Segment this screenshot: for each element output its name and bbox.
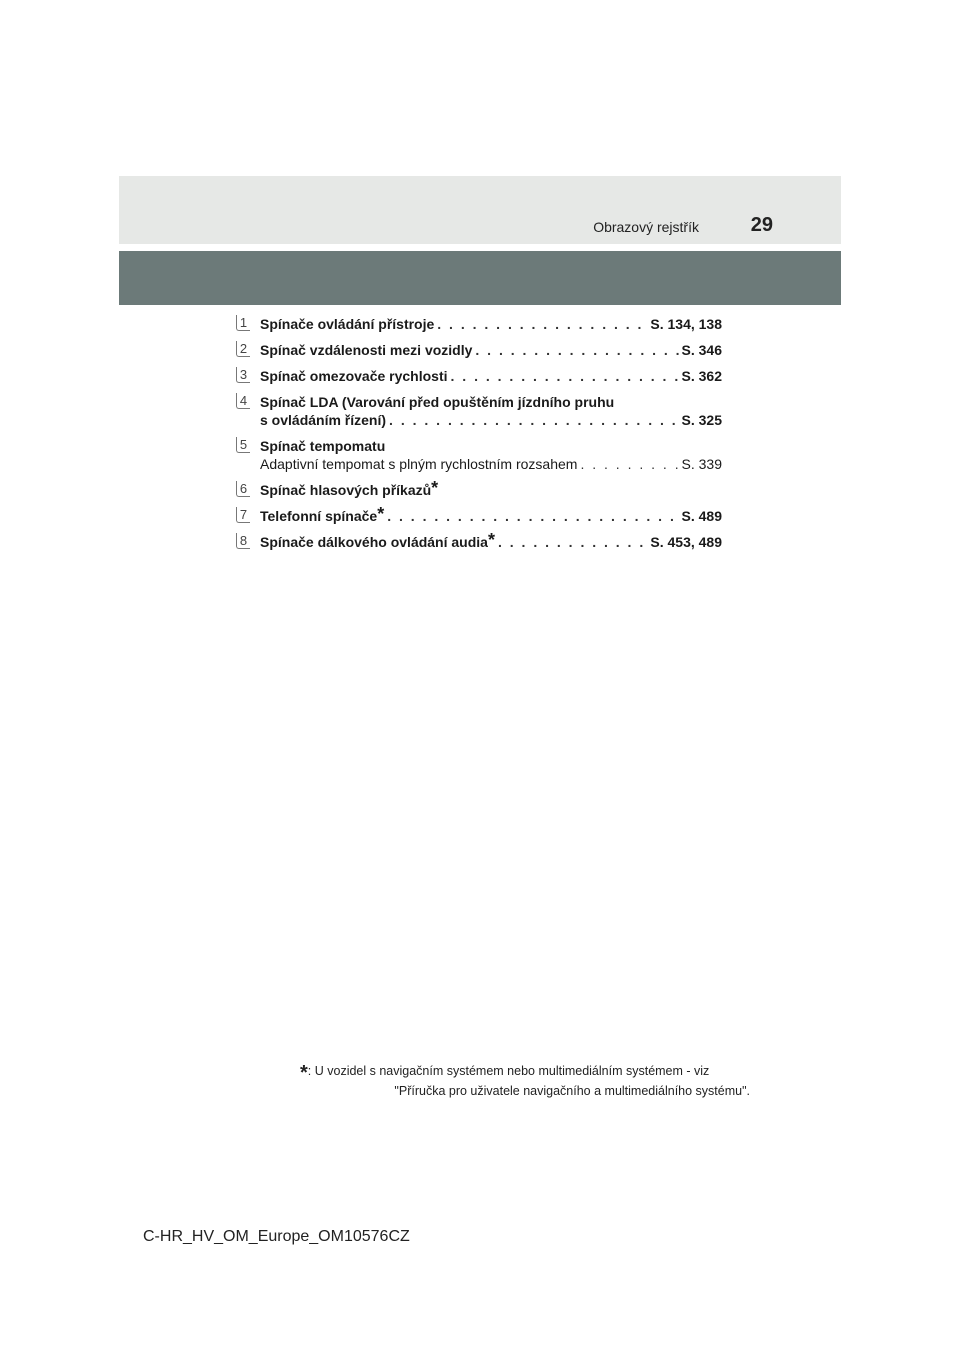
item-number: 6 bbox=[236, 481, 250, 497]
item-label: Spínač vzdálenosti mezi vozidly bbox=[260, 342, 473, 358]
leader-dots bbox=[451, 367, 679, 385]
page-ref: S. 325 bbox=[681, 412, 722, 428]
item-label: Spínač LDA (Varování před opuštěním jízdního pruhu bbox=[260, 394, 615, 410]
image-placeholder-band bbox=[119, 251, 841, 305]
item-number: 2 bbox=[236, 341, 250, 357]
header-band bbox=[119, 176, 841, 244]
section-title: Obrazový rejstřík bbox=[593, 219, 699, 235]
item-label: Telefonní spínače bbox=[260, 508, 378, 524]
leader-dots bbox=[437, 315, 647, 333]
item-label-continued: s ovládáním řízení) bbox=[260, 412, 387, 428]
footnote bbox=[300, 1062, 750, 1100]
asterisk-icon: * bbox=[300, 1062, 308, 1084]
footnote-line-2: "Příručka pro uživatele navigačního a multimediálního systému". bbox=[394, 1084, 750, 1098]
list-item bbox=[236, 393, 722, 429]
sub-item-label: Adaptivní tempomat s plným rychlostním rozsahem bbox=[260, 456, 578, 472]
page-number: 29 bbox=[750, 214, 773, 236]
list-item bbox=[236, 315, 722, 333]
item-number: 7 bbox=[236, 507, 250, 523]
item-number: 8 bbox=[236, 533, 250, 549]
leader-dots bbox=[580, 455, 678, 473]
item-label: Spínače ovládání přístroje bbox=[260, 316, 435, 332]
item-number: 1 bbox=[236, 315, 250, 331]
item-label: Spínač tempomatu bbox=[260, 438, 386, 454]
list-item bbox=[236, 437, 722, 473]
item-number: 4 bbox=[236, 393, 250, 409]
item-label: Spínač hlasových příkazů bbox=[260, 482, 432, 498]
leader-dots bbox=[387, 507, 678, 525]
page-ref: S. 489 bbox=[681, 508, 722, 524]
entry-list bbox=[236, 315, 722, 559]
list-item: 7 Telefonní spínače * . . . S. 489 bbox=[236, 507, 722, 525]
item-label: Spínač omezovače rychlosti bbox=[260, 368, 448, 384]
footnote-line-1: : U vozidel s navigačním systémem nebo multimediálním systémem - viz bbox=[307, 1064, 710, 1078]
page-ref: S. 134, 138 bbox=[650, 316, 722, 332]
leader-dots bbox=[498, 533, 647, 551]
item-number: 5 bbox=[236, 437, 250, 453]
list-item: 6 Spínač hlasových příkazů * bbox=[236, 481, 722, 499]
list-item: 8 Spínače dálkového ovládání audia * . . . S. 453, 489 bbox=[236, 533, 722, 551]
list-item bbox=[236, 367, 722, 385]
item-number: 3 bbox=[236, 367, 250, 383]
page-ref: S. 362 bbox=[681, 368, 722, 384]
page-ref: S. 346 bbox=[681, 342, 722, 358]
document-code: C-HR_HV_OM_Europe_OM10576CZ bbox=[143, 1228, 410, 1245]
list-item bbox=[236, 341, 722, 359]
leader-dots bbox=[475, 341, 678, 359]
page-ref: S. 339 bbox=[681, 456, 722, 472]
item-label: Spínače dálkového ovládání audia bbox=[260, 534, 488, 550]
page-ref: S. 453, 489 bbox=[650, 534, 722, 550]
leader-dots bbox=[389, 411, 678, 429]
